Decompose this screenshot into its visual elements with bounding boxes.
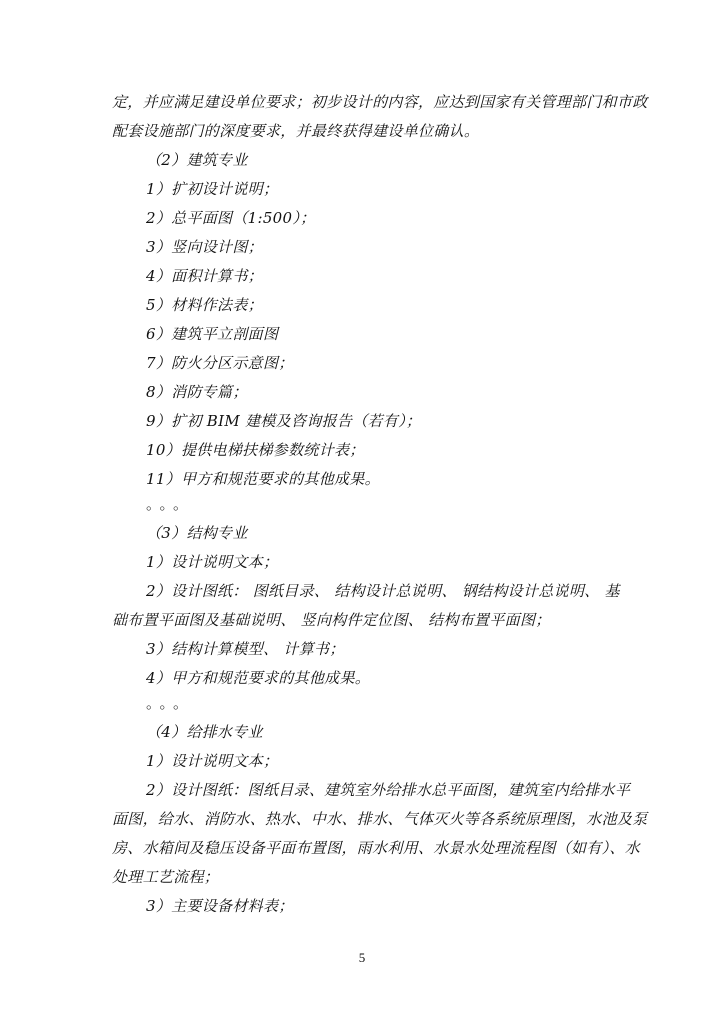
- section-heading-plumbing: （4）给排水专业: [146, 723, 263, 741]
- list-item: 10）提供电梯扶梯参数统计表；: [146, 441, 365, 459]
- list-item: 2）总平面图（1:500）；: [146, 209, 316, 227]
- list-item: 4）面积计算书；: [146, 267, 263, 285]
- ellipsis: 。。。: [146, 694, 195, 712]
- paragraph-line: 配套设施部门的深度要求，并最终获得建设单位确认。: [112, 122, 480, 140]
- list-item-continuation: 房、水箱间及稳压设备平面布置图，雨水利用、水景水处理流程图（如有）、水: [112, 839, 641, 857]
- ellipsis: 。。。: [146, 495, 195, 513]
- list-item-continuation: 面图，给水、消防水、热水、中水、排水、气体灭火等各系统原理图，水池及泵: [112, 810, 648, 828]
- list-item: 9）扩初 BIM 建模及咨询报告（若有）；: [146, 412, 422, 430]
- list-item: 3）竖向设计图；: [146, 238, 263, 256]
- section-heading-architecture: （2）建筑专业: [146, 151, 248, 169]
- list-item: 3）主要设备材料表；: [146, 897, 294, 915]
- paragraph-line: 定，并应满足建设单位要求；初步设计的内容，应达到国家有关管理部门和市政: [112, 93, 648, 111]
- list-item: 11）甲方和规范要求的其他成果。: [146, 470, 380, 488]
- list-item: 5）材料作法表；: [146, 296, 263, 314]
- list-item-continuation: 处理工艺流程；: [112, 868, 220, 886]
- list-item: 8）消防专篇；: [146, 383, 248, 401]
- list-item: 1）扩初设计说明；: [146, 180, 279, 198]
- list-item: 4）甲方和规范要求的其他成果。: [146, 669, 371, 687]
- list-item: 2）设计图纸：图纸目录、建筑室外给排水总平面图，建筑室内给排水平: [146, 781, 631, 799]
- list-item-continuation: 础布置平面图及基础说明、 竖向构件定位图、 结构布置平面图；: [112, 611, 551, 629]
- list-item: 1）设计说明文本；: [146, 553, 279, 571]
- list-item: 3）结构计算模型、 计算书；: [146, 640, 345, 658]
- section-heading-structure: （3）结构专业: [146, 524, 248, 542]
- list-item: 1）设计说明文本；: [146, 752, 279, 770]
- list-item: 6）建筑平立剖面图: [146, 325, 279, 343]
- page-number: 5: [358, 950, 366, 965]
- list-item: 2）设计图纸： 图纸目录、 结构设计总说明、 钢结构设计总说明、 基: [146, 582, 620, 600]
- list-item: 7）防火分区示意图；: [146, 354, 294, 372]
